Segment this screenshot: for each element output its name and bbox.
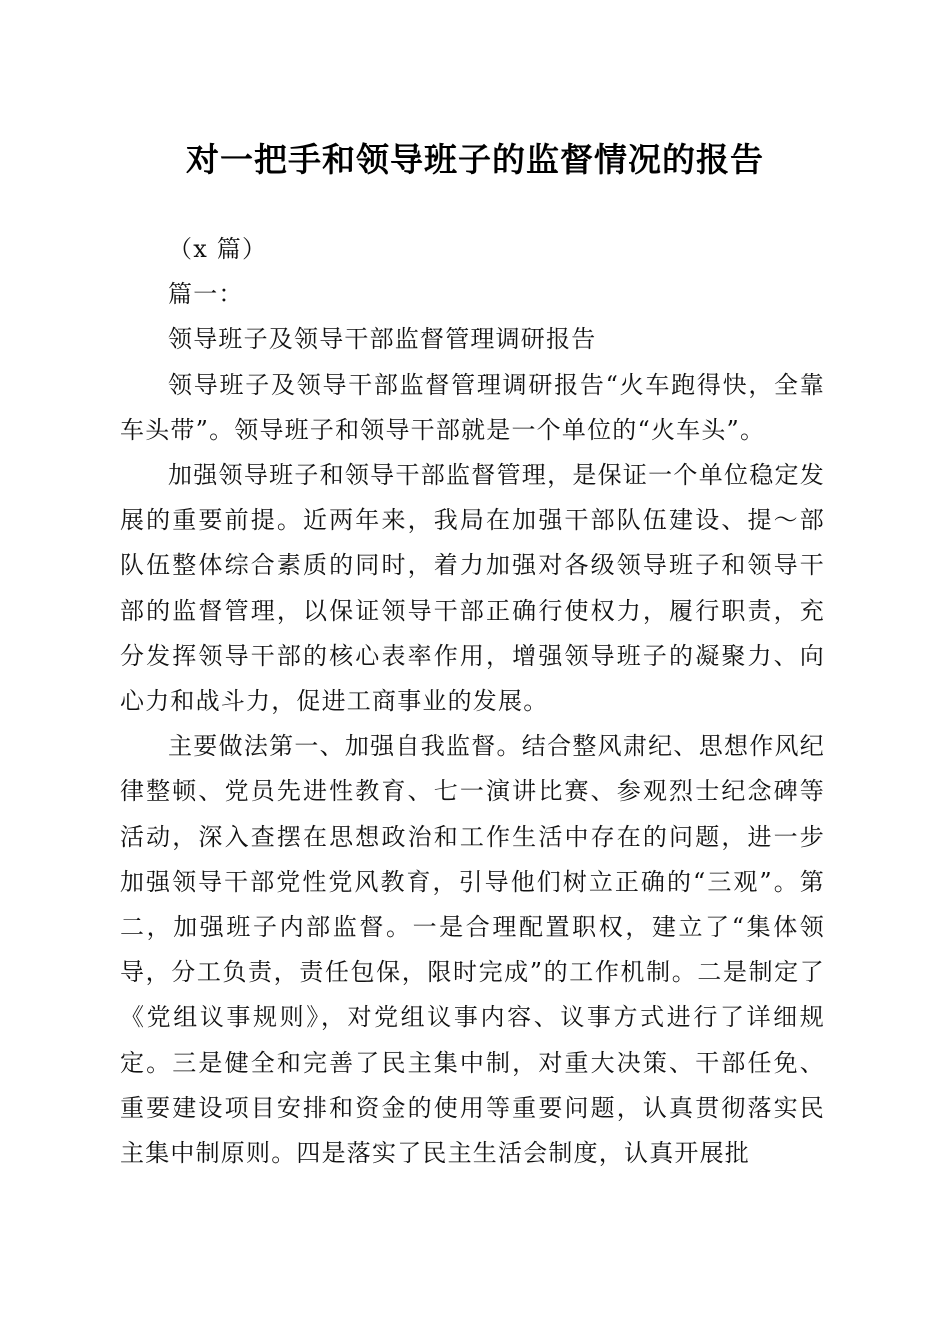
document-body — [120, 227, 825, 1176]
paragraph-main-practices: 主要做法第一、加强自我监督。结合整风肃纪、思想作风纪律整顿、党员先进性教育、七一演讲比赛、参观烈士纪念碑等活动，深入查摆在思想政治和工作生活中存在的问题，进一步加强领导干部党性党风教育，引导他们树立正确的“三观”。第二，加强班子内部监督。一是合理配置职权，建立了“集体领导，分工负责，责任包保，限时完成”的工作机制。二是制定了《党组议事规则》，对党组议事内容、议事方式进行了详细规定。三是健全和完善了民主集中制，对重大决策、干部任免、重要建设项目安排和资金的使用等重要问题，认真贯彻落实民主集中制原则。四是落实了民主生活会制度，认真开展批 — [120, 732, 825, 1168]
paragraph-part-one-heading: 篇一： — [168, 280, 244, 309]
document-title: 对一把手和领导班子的监督情况的报告 — [186, 140, 764, 179]
paragraph-background: 加强领导班子和领导干部监督管理，是保证一个单位稳定发展的重要前提。近两年来，我局在加强干部队伍建设、提～部队伍整体综合素质的同时，着力加强对各级领导班子和领导干部的监督管理，以保证领导干部正确行使权力，履行职责，充分发挥领导干部的核心表率作用，增强领导班子的凝聚力、向心力和战斗力，促进工商事业的发展。 — [120, 461, 825, 716]
paragraph-piece-count: （x 篇） — [168, 235, 268, 263]
paragraph-report-subtitle: 领导班子及领导干部监督管理调研报告 — [168, 325, 597, 354]
paragraph-intro: 领导班子及领导干部监督管理调研报告“火车跑得快，全靠车头带”。领导班子和领导干部就是一个单位的“火车头”。 — [120, 370, 825, 444]
